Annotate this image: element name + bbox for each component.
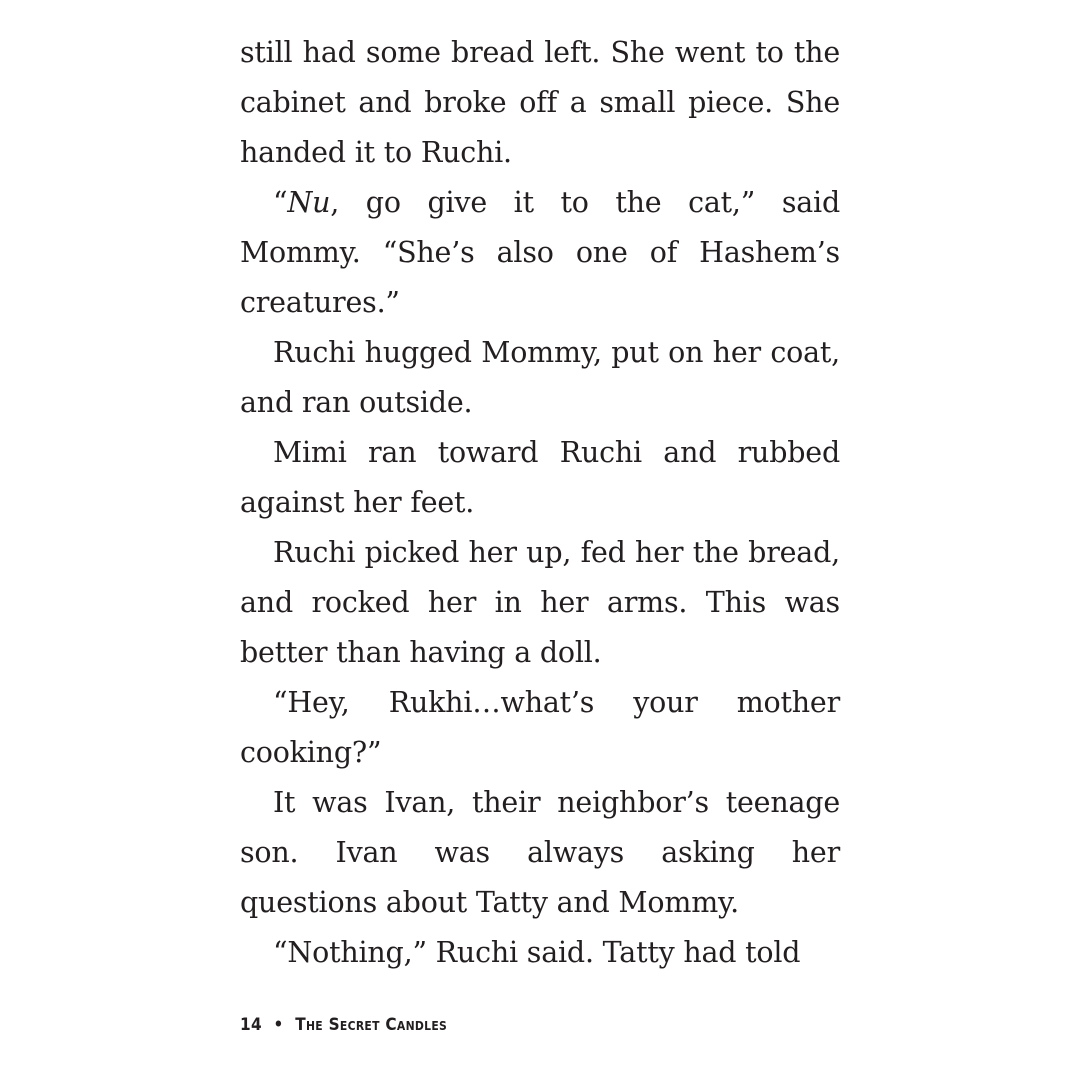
paragraph-4: Mimi ran toward Ruchi and rubbed against her feet. [240, 436, 840, 519]
body-text [240, 28, 840, 978]
italic-word: Nu [287, 186, 331, 219]
page-footer [240, 1015, 447, 1035]
paragraph-5: Ruchi picked her up, fed her the bread, and rocked her in her arms. This was better than having a doll. [240, 536, 840, 669]
footer-separator: • [273, 1015, 284, 1035]
paragraph-3: Ruchi hugged Mommy, put on her coat, and ran outside. [240, 336, 840, 419]
running-title: The Secret Candles [295, 1015, 448, 1035]
paragraph-6: “Hey, Rukhi…what’s your mother cooking?” [240, 686, 840, 769]
page-number: 14 [240, 1015, 262, 1035]
open-quote: “ [273, 186, 288, 219]
paragraph-1: still had some bread left. She went to the cabinet and broke off a small piece. She handed it to Ruchi. [240, 36, 840, 169]
paragraph-7: It was Ivan, their neighbor’s teenage son. Ivan was always asking her questions about Tatty and Mommy. [240, 786, 840, 919]
paragraph-2-text: , go give it to the cat,” said Mommy. “She’s also one of Hashem’s creatures.” [240, 186, 840, 319]
paragraph-8: “Nothing,” Ruchi said. Tatty had told [273, 936, 801, 969]
paragraph-2 [240, 178, 840, 328]
